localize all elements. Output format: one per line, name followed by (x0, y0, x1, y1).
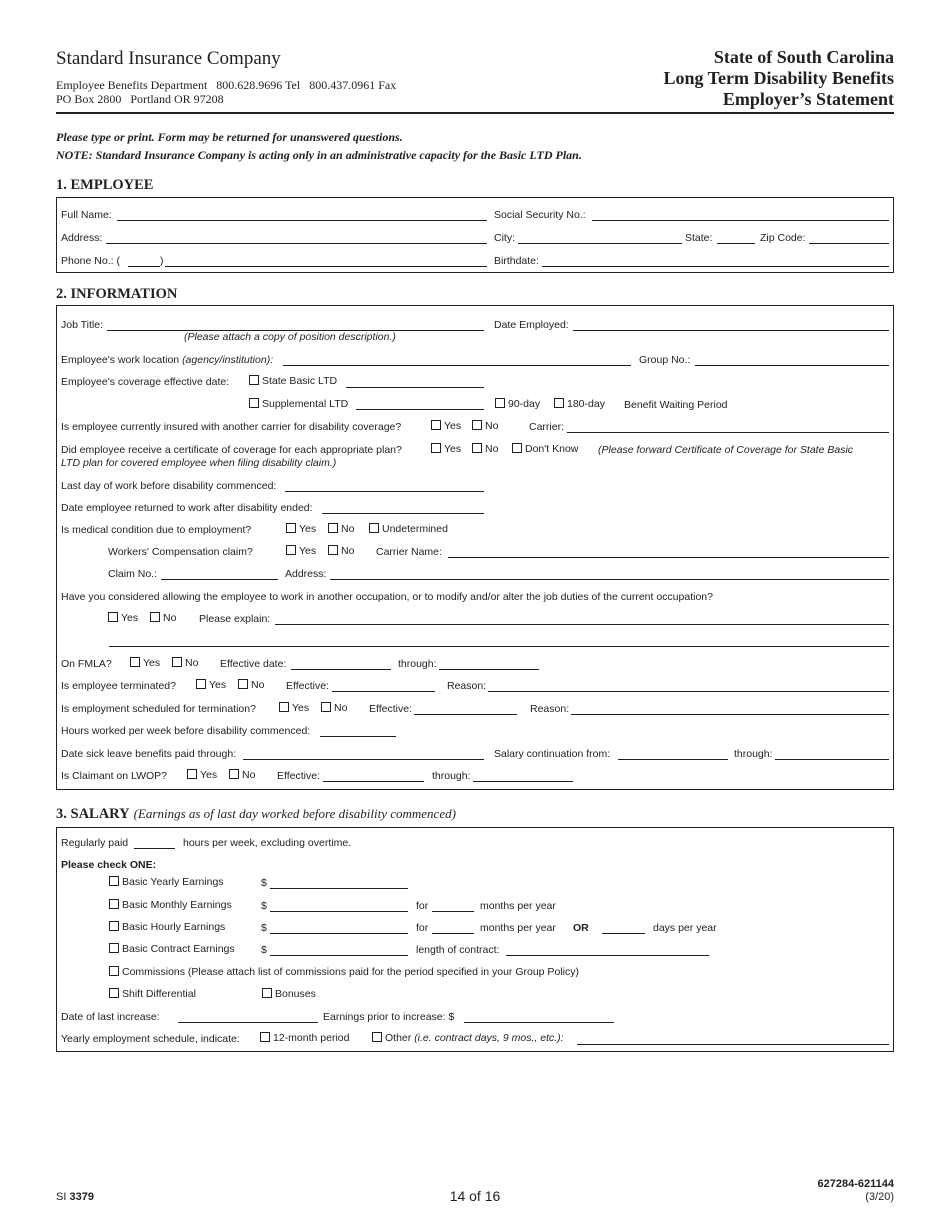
other-occupation-question: Have you considered allowing the employee to work in another occupation, or to modify and/or alter the job duties of the current occupation? (61, 591, 713, 603)
shift-option (109, 988, 196, 1001)
medical-undetermined (369, 523, 448, 536)
certificate-no (472, 443, 498, 456)
claim-address-field[interactable] (330, 579, 889, 580)
hourly-option (109, 921, 225, 934)
state-label: State: (685, 232, 713, 244)
medical-undetermined-checkbox[interactable] (369, 523, 379, 533)
header-rule (56, 112, 894, 114)
work-location-text: Employee's work location (61, 354, 180, 366)
form-code (818, 1178, 894, 1204)
or-label: OR (573, 922, 589, 934)
scheduled-effective-label: Effective: (369, 703, 412, 715)
other-schedule-field[interactable] (577, 1044, 889, 1045)
company-name: Standard Insurance Company (56, 48, 281, 69)
returned-label: Date employee returned to work after disability ended: (61, 502, 313, 514)
day180-checkbox[interactable] (554, 398, 564, 408)
hourly-months-label: months per year (480, 922, 556, 934)
lwop-through-label: through: (432, 770, 471, 782)
phone-area-code-field[interactable] (128, 266, 160, 267)
terminated-no-checkbox[interactable] (238, 679, 248, 689)
bonuses-option (262, 988, 316, 1001)
dont-know-label: Don't Know (525, 443, 579, 455)
section-3-title (56, 806, 456, 823)
shift-checkbox[interactable] (109, 988, 119, 998)
scheduled-reason-label: Reason: (530, 703, 570, 715)
birthdate-label: Birthdate: (494, 255, 539, 267)
terminated-effective-field[interactable] (332, 691, 435, 692)
terminated-yes-checkbox[interactable] (196, 679, 206, 689)
length-contract-field[interactable] (506, 955, 709, 956)
instruction-line-2: NOTE: Standard Insurance Company is acting only in an administrative capacity for the Basic LTD Plan. (56, 148, 582, 162)
form-code-number: 627284-621144 (817, 1178, 894, 1190)
monthly-for: for (416, 900, 429, 912)
scheduled-yes-checkbox[interactable] (279, 702, 289, 712)
terminated-no (238, 679, 264, 692)
yes-label: Yes (200, 769, 218, 781)
no-label: No (251, 679, 265, 691)
undetermined-label: Undetermined (382, 523, 448, 535)
supplemental-checkbox[interactable] (249, 398, 259, 408)
no-label: No (242, 769, 256, 781)
monthly-months-field[interactable] (432, 911, 474, 912)
certificate-dont-know-checkbox[interactable] (512, 443, 522, 453)
address-field[interactable] (106, 243, 487, 244)
other-carrier-no (472, 420, 498, 433)
title-line-2: Long Term Disability Benefits (663, 68, 894, 88)
returned-field[interactable] (322, 513, 484, 514)
title-line-1: State of South Carolina (713, 47, 894, 67)
scheduled-effective-field[interactable] (414, 714, 517, 715)
workers-comp-yes-checkbox[interactable] (286, 545, 296, 555)
lwop-through-field[interactable] (473, 781, 573, 782)
section-2-title: 2. INFORMATION (56, 286, 178, 302)
work-location-label (61, 354, 273, 367)
day90-label: 90-day (508, 398, 541, 410)
other-carrier-yes-checkbox[interactable] (431, 420, 441, 430)
day180-label: 180-day (567, 398, 605, 410)
medical-yes-checkbox[interactable] (286, 523, 296, 533)
yearly-checkbox[interactable] (109, 876, 119, 886)
no-label: No (341, 523, 355, 535)
ssn-label: Social Security No.: (494, 209, 586, 221)
yes-label: Yes (209, 679, 227, 691)
zip-field[interactable] (809, 243, 889, 244)
yearly-label: Basic Yearly Earnings (122, 876, 224, 888)
other-occupation-yes-checkbox[interactable] (108, 612, 118, 622)
please-explain-field[interactable] (275, 624, 889, 625)
monthly-checkbox[interactable] (109, 899, 119, 909)
monthly-amount-field[interactable] (270, 911, 408, 912)
monthly-label: Basic Monthly Earnings (122, 899, 232, 911)
prior-increase-label: Earnings prior to increase: $ (323, 1011, 455, 1023)
day90-option (495, 398, 540, 411)
lwop-question: Is Claimant on LWOP? (61, 770, 168, 782)
waiting-period-label: Benefit Waiting Period (624, 399, 728, 411)
state-field[interactable] (717, 243, 755, 244)
certificate-yes-checkbox[interactable] (431, 443, 441, 453)
last-day-field[interactable] (285, 491, 484, 492)
scheduled-question: Is employment scheduled for termination? (61, 703, 256, 715)
hourly-amount-field[interactable] (270, 933, 408, 934)
state-basic-label: State Basic LTD (262, 375, 338, 387)
yes-label: Yes (444, 420, 462, 432)
address-label: Address: (61, 232, 103, 244)
other-schedule-label: Other (385, 1032, 412, 1044)
supplemental-label: Supplemental LTD (262, 398, 349, 410)
fmla-yes-checkbox[interactable] (130, 657, 140, 667)
certificate-dont-know (512, 443, 578, 456)
terminated-reason-field[interactable] (488, 691, 889, 692)
city-field[interactable] (518, 243, 682, 244)
city-label: City: (494, 232, 515, 244)
dept-line: Employee Benefits Department 800.628.9696 Tel 800.437.0961 Fax (56, 78, 397, 92)
sick-leave-label: Date sick leave benefits paid through: (61, 748, 237, 760)
contract-dollar: $ (261, 944, 267, 956)
yes-label: Yes (143, 657, 161, 669)
yearly-schedule-label: Yearly employment schedule, indicate: (61, 1033, 240, 1045)
ssn-field[interactable] (592, 220, 889, 221)
yearly-option (109, 876, 224, 889)
fmla-yes (130, 657, 160, 670)
salary-subtitle: (Earnings as of last day worked before disability commenced) (133, 806, 456, 821)
twelve-month-option (260, 1032, 349, 1045)
fmla-effective-label: Effective date: (220, 658, 287, 670)
date-employed-label: Date Employed: (494, 319, 569, 331)
certificate-question: Did employee receive a certificate of coverage for each appropriate plan? (61, 444, 402, 456)
instruction-line-1: Please type or print. Form may be returned for unanswered questions. (56, 130, 403, 144)
monthly-option (109, 899, 232, 912)
title-line-3: Employer’s Statement (722, 89, 894, 109)
twelve-month-checkbox[interactable] (260, 1032, 270, 1042)
last-day-label: Last day of work before disability commenced: (61, 480, 277, 492)
salary-cont-from-field[interactable] (618, 759, 728, 760)
commissions-checkbox[interactable] (109, 966, 119, 976)
salary-title: 3. SALARY (56, 806, 130, 822)
fmla-through-label: through: (398, 658, 437, 670)
fmla-no (172, 657, 198, 670)
phone-number-field[interactable] (165, 266, 487, 267)
claim-no-field[interactable] (161, 579, 278, 580)
yes-label: Yes (444, 443, 462, 455)
regularly-paid-hours-field[interactable] (134, 848, 175, 849)
contract-amount-field[interactable] (270, 955, 408, 956)
supplemental-date-field[interactable] (356, 409, 484, 410)
group-no-field[interactable] (695, 365, 889, 366)
yes-label: Yes (292, 702, 310, 714)
state-basic-date-field[interactable] (346, 387, 484, 388)
day90-checkbox[interactable] (495, 398, 505, 408)
employee-section (56, 197, 894, 273)
coverage-date-label: Employee's coverage effective date: (61, 376, 230, 388)
bonuses-label: Bonuses (275, 988, 316, 1000)
contract-checkbox[interactable] (109, 943, 119, 953)
lwop-no-checkbox[interactable] (229, 769, 239, 779)
other-carrier-yes (431, 420, 461, 433)
terminated-question: Is employee terminated? (61, 680, 176, 692)
salary-cont-through-label: through: (734, 748, 773, 760)
no-label: No (485, 420, 499, 432)
phone-label: Phone No.: ( (61, 255, 120, 267)
hourly-label: Basic Hourly Earnings (122, 921, 226, 933)
shift-label: Shift Differential (122, 988, 196, 1000)
instructions (56, 128, 582, 164)
hourly-checkbox[interactable] (109, 921, 119, 931)
hours-worked-field[interactable] (320, 736, 396, 737)
workers-comp-yes (286, 545, 316, 558)
lwop-no (229, 769, 255, 782)
length-contract-label: length of contract: (416, 944, 500, 956)
hours-excl-label: hours per week, excluding overtime. (183, 837, 352, 849)
twelve-month-label: 12-month period (273, 1032, 350, 1044)
hours-worked-label: Hours worked per week before disability commenced: (61, 725, 311, 737)
last-increase-field[interactable] (178, 1022, 318, 1023)
workers-comp-question: Workers' Compensation claim? (108, 546, 253, 558)
carrier-field[interactable] (567, 432, 889, 433)
scheduled-yes (279, 702, 309, 715)
lwop-yes-checkbox[interactable] (187, 769, 197, 779)
terminated-yes (196, 679, 226, 692)
job-title-note: (Please attach a copy of position description.) (184, 331, 396, 343)
carrier-label: Carrier: (529, 421, 565, 433)
terminated-reason-label: Reason: (447, 680, 487, 692)
state-basic-option (249, 375, 337, 388)
contract-option (109, 943, 235, 956)
fmla-effective-field[interactable] (291, 669, 391, 670)
terminated-effective-label: Effective: (286, 680, 329, 692)
full-name-label: Full Name: (61, 209, 112, 221)
other-occupation-no (150, 612, 176, 625)
carrier-name-field[interactable] (448, 557, 889, 558)
monthly-months-label: months per year (480, 900, 556, 912)
prior-increase-field[interactable] (464, 1022, 614, 1023)
fmla-no-checkbox[interactable] (172, 657, 182, 667)
workers-comp-no-checkbox[interactable] (328, 545, 338, 555)
certificate-note-2: LTD plan for covered employee when filing disability claim.) (61, 457, 337, 469)
salary-cont-label: Salary continuation from: (494, 748, 611, 760)
workers-comp-no (328, 545, 354, 558)
other-occupation-yes (108, 612, 138, 625)
scheduled-no-checkbox[interactable] (321, 702, 331, 712)
regularly-paid-label: Regularly paid (61, 837, 129, 849)
certificate-note-1: (Please forward Certificate of Coverage for State Basic (598, 444, 854, 456)
medical-no (328, 523, 354, 536)
hourly-months-field[interactable] (432, 933, 474, 934)
hourly-for: for (416, 922, 429, 934)
fmla-question: On FMLA? (61, 658, 112, 670)
other-schedule-option (372, 1032, 564, 1045)
lwop-effective-field[interactable] (323, 781, 424, 782)
hourly-dollar: $ (261, 922, 267, 934)
company-contact (56, 78, 396, 106)
hourly-days-field[interactable] (602, 933, 645, 934)
days-per-year-label: days per year (653, 922, 717, 934)
no-label: No (334, 702, 348, 714)
lwop-effective-label: Effective: (277, 770, 320, 782)
group-no-label: Group No.: (639, 354, 691, 366)
salary-cont-through-field[interactable] (775, 759, 889, 760)
commissions-option (109, 966, 579, 979)
scheduled-no (321, 702, 347, 715)
state-basic-checkbox[interactable] (249, 375, 259, 385)
carrier-name-label: Carrier Name: (376, 546, 442, 558)
page-number: 14 of 16 (449, 1188, 501, 1204)
yes-label: Yes (299, 523, 317, 535)
full-name-field[interactable] (117, 220, 487, 221)
birthdate-field[interactable] (542, 266, 889, 267)
day180-option (554, 398, 605, 411)
work-location-field[interactable] (283, 365, 631, 366)
work-location-italic: (agency/institution): (182, 354, 274, 366)
phone-paren: ) (160, 255, 164, 267)
check-one-label: Please check ONE: (61, 859, 157, 871)
please-explain-field-2[interactable] (109, 646, 889, 647)
please-explain-label: Please explain: (199, 613, 271, 625)
no-label: No (185, 657, 199, 669)
commissions-label: Commissions (Please attach list of commissions paid for the period specified in your Group Policy) (122, 966, 579, 978)
no-label: No (341, 545, 355, 557)
other-carrier-no-checkbox[interactable] (472, 420, 482, 430)
yes-label: Yes (299, 545, 317, 557)
certificate-yes (431, 443, 461, 456)
sick-leave-field[interactable] (243, 759, 484, 760)
other-occupation-no-checkbox[interactable] (150, 612, 160, 622)
contract-label: Basic Contract Earnings (122, 943, 235, 955)
address-line: PO Box 2800 Portland OR 97208 (56, 92, 224, 106)
monthly-dollar: $ (261, 900, 267, 912)
no-label: No (485, 443, 499, 455)
supplemental-option (249, 398, 348, 411)
form-no: 3379 (69, 1191, 94, 1203)
scheduled-reason-field[interactable] (571, 714, 889, 715)
other-carrier-question: Is employee currently insured with another carrier for disability coverage? (61, 421, 402, 433)
date-employed-field[interactable] (573, 330, 889, 331)
section-1-title: 1. EMPLOYEE (56, 177, 154, 193)
last-increase-label: Date of last increase: (61, 1011, 160, 1023)
yearly-dollar: $ (261, 877, 267, 889)
claim-no-label: Claim No.: (108, 568, 158, 580)
information-section (56, 305, 894, 790)
other-schedule-note: (i.e. contract days, 9 mos., etc.): (414, 1032, 564, 1044)
no-label: No (163, 612, 177, 624)
job-title-label: Job Title: (61, 319, 104, 331)
form-prefix: SI (56, 1191, 67, 1203)
form-title (663, 47, 894, 110)
fmla-through-field[interactable] (439, 669, 539, 670)
bonuses-checkbox[interactable] (262, 988, 272, 998)
salary-section (56, 827, 894, 1052)
claim-address-label: Address: (285, 568, 327, 580)
yes-label: Yes (121, 612, 139, 624)
medical-yes (286, 523, 316, 536)
zip-label: Zip Code: (760, 232, 806, 244)
lwop-yes (187, 769, 217, 782)
certificate-no-checkbox[interactable] (472, 443, 482, 453)
other-schedule-checkbox[interactable] (372, 1032, 382, 1042)
medical-question: Is medical condition due to employment? (61, 524, 252, 536)
yearly-amount-field[interactable] (270, 888, 408, 889)
form-date: (3/20) (865, 1191, 894, 1203)
medical-no-checkbox[interactable] (328, 523, 338, 533)
